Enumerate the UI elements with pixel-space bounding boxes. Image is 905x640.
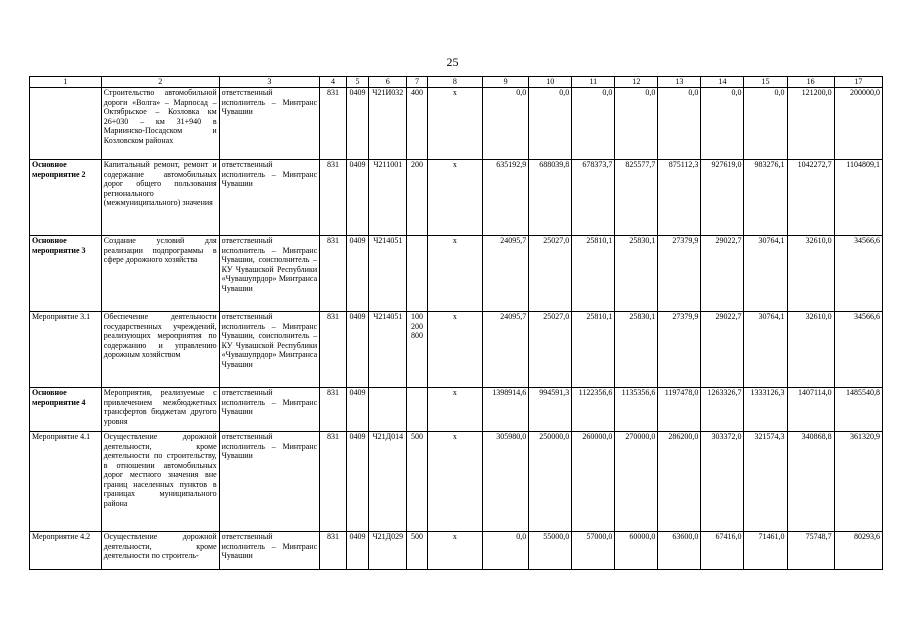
row-executor: ответственный исполнитель – Минтранс Чувашии <box>219 532 319 570</box>
cell-target-code: Ч21Д029 <box>369 532 407 570</box>
column-header: 9 <box>483 77 529 88</box>
cell-grbs: 831 <box>320 236 347 312</box>
cell-expense-type <box>407 236 428 312</box>
cell-value: 30764,1 <box>744 312 787 388</box>
column-header: 17 <box>834 77 882 88</box>
cell-value: 55000,0 <box>529 532 572 570</box>
row-executor: ответственный исполнитель – Минтранс Чувашии <box>219 160 319 236</box>
column-header: 11 <box>572 77 615 88</box>
cell-section: 0409 <box>346 532 369 570</box>
cell-value: 340868,8 <box>787 432 834 532</box>
column-header: 14 <box>701 77 744 88</box>
cell-source: x <box>427 236 482 312</box>
cell-value: 270000,0 <box>615 432 658 532</box>
cell-value: 80293,6 <box>834 532 882 570</box>
row-executor: ответственный исполнитель – Минтранс Чувашии, соисполнитель – КУ Чувашской Республики «Чувашупрдор» Минтранса Чувашии <box>219 312 319 388</box>
cell-value: 927619,0 <box>701 160 744 236</box>
cell-value: 1407114,0 <box>787 388 834 432</box>
cell-value: 303372,0 <box>701 432 744 532</box>
cell-value: 0,0 <box>615 88 658 160</box>
table-row <box>30 388 883 432</box>
cell-source: x <box>427 388 482 432</box>
cell-value: 688039,8 <box>529 160 572 236</box>
cell-value: 0,0 <box>701 88 744 160</box>
cell-section: 0409 <box>346 312 369 388</box>
cell-value: 27379,9 <box>658 236 701 312</box>
cell-value: 25810,1 <box>572 312 615 388</box>
row-description: Осуществление дорожной деятельности, кроме деятельности по строитель- <box>101 532 219 570</box>
cell-value: 25027,0 <box>529 236 572 312</box>
cell-section: 0409 <box>346 160 369 236</box>
cell-value: 0,0 <box>483 88 529 160</box>
column-header: 6 <box>369 77 407 88</box>
cell-target-code <box>369 388 407 432</box>
cell-source: x <box>427 312 482 388</box>
cell-value: 678373,7 <box>572 160 615 236</box>
cell-value: 1485540,8 <box>834 388 882 432</box>
row-description: Создание условий для реализации подпрограммы в сфере дорожного хозяйства <box>101 236 219 312</box>
row-name: Основное мероприятие 3 <box>30 236 102 312</box>
cell-grbs: 831 <box>320 160 347 236</box>
row-name <box>30 88 102 160</box>
cell-value: 71461,0 <box>744 532 787 570</box>
cell-value: 635192,9 <box>483 160 529 236</box>
cell-value: 25027,0 <box>529 312 572 388</box>
cell-grbs: 831 <box>320 312 347 388</box>
cell-grbs: 831 <box>320 532 347 570</box>
cell-value: 994591,3 <box>529 388 572 432</box>
cell-value: 29022,7 <box>701 312 744 388</box>
cell-value: 34566,6 <box>834 312 882 388</box>
cell-source: x <box>427 532 482 570</box>
cell-value: 27379,9 <box>658 312 701 388</box>
cell-value: 25830,1 <box>615 312 658 388</box>
row-name: Мероприятие 3.1 <box>30 312 102 388</box>
column-header: 16 <box>787 77 834 88</box>
row-name: Мероприятие 4.1 <box>30 432 102 532</box>
column-header: 1 <box>30 77 102 88</box>
cell-value: 0,0 <box>744 88 787 160</box>
row-description: Мероприятия, реализуемые с привлечением межбюджетных трансфертов бюджетам другого уровня <box>101 388 219 432</box>
table-row <box>30 236 883 312</box>
cell-value: 286200,0 <box>658 432 701 532</box>
cell-value: 25810,1 <box>572 236 615 312</box>
cell-expense-type <box>407 388 428 432</box>
cell-value: 24095,7 <box>483 236 529 312</box>
cell-grbs: 831 <box>320 388 347 432</box>
cell-section: 0409 <box>346 388 369 432</box>
cell-value: 57000,0 <box>572 532 615 570</box>
cell-target-code: Ч214051 <box>369 236 407 312</box>
page-number: 25 <box>446 55 459 69</box>
cell-value: 30764,1 <box>744 236 787 312</box>
row-name: Основное мероприятие 2 <box>30 160 102 236</box>
table-row <box>30 160 883 236</box>
cell-target-code: Ч211001 <box>369 160 407 236</box>
header-row <box>30 77 883 88</box>
cell-source: x <box>427 160 482 236</box>
row-executor: ответственный исполнитель – Минтранс Чувашии <box>219 432 319 532</box>
cell-expense-type: 200 <box>407 160 428 236</box>
cell-grbs: 831 <box>320 432 347 532</box>
row-name: Мероприятие 4.2 <box>30 532 102 570</box>
column-header: 8 <box>427 77 482 88</box>
column-header: 12 <box>615 77 658 88</box>
table-row <box>30 312 883 388</box>
budget-table <box>29 76 883 570</box>
cell-expense-type: 500 <box>407 432 428 532</box>
table-row <box>30 432 883 532</box>
row-description: Осуществление дорожной деятельности, кроме деятельности по строительству, в отношении автомобильных дорог местного значения вне границ населенных пунктов в границах муниципального района <box>101 432 219 532</box>
cell-value: 321574,3 <box>744 432 787 532</box>
cell-expense-type: 400 <box>407 88 428 160</box>
table-row <box>30 532 883 570</box>
cell-source: x <box>427 432 482 532</box>
cell-value: 1122356,6 <box>572 388 615 432</box>
column-header: 2 <box>101 77 219 88</box>
cell-section: 0409 <box>346 88 369 160</box>
cell-value: 1135356,6 <box>615 388 658 432</box>
row-executor: ответственный исполнитель – Минтранс Чувашии <box>219 88 319 160</box>
cell-expense-type: 500 <box>407 532 428 570</box>
cell-value: 200000,0 <box>834 88 882 160</box>
cell-value: 67416,0 <box>701 532 744 570</box>
cell-value: 250000,0 <box>529 432 572 532</box>
cell-value: 1042272,7 <box>787 160 834 236</box>
cell-value: 0,0 <box>483 532 529 570</box>
row-name: Основное мероприятие 4 <box>30 388 102 432</box>
cell-value: 32610,0 <box>787 236 834 312</box>
cell-value: 60000,0 <box>615 532 658 570</box>
row-description: Обеспечение деятельности государственных учреждений, реализующих мероприятия по содержанию и управлению дорожным хозяйством <box>101 312 219 388</box>
cell-value: 1263326,7 <box>701 388 744 432</box>
cell-expense-type: 100 200 800 <box>407 312 428 388</box>
table-row <box>30 88 883 160</box>
cell-value: 1197478,0 <box>658 388 701 432</box>
cell-value: 1104809,1 <box>834 160 882 236</box>
cell-grbs: 831 <box>320 88 347 160</box>
cell-value: 29022,7 <box>701 236 744 312</box>
cell-value: 825577,7 <box>615 160 658 236</box>
cell-value: 361320,9 <box>834 432 882 532</box>
cell-value: 63600,0 <box>658 532 701 570</box>
column-header: 15 <box>744 77 787 88</box>
cell-value: 1398914,6 <box>483 388 529 432</box>
row-description: Капитальный ремонт, ремонт и содержание автомобильных дорог общего пользования регионального (межмуниципального) значения <box>101 160 219 236</box>
cell-value: 0,0 <box>658 88 701 160</box>
column-header: 3 <box>219 77 319 88</box>
row-executor: ответственный исполнитель – Минтранс Чувашии, соисполнитель – КУ Чувашской Республики «Чувашупрдор» Минтранса Чувашии <box>219 236 319 312</box>
cell-value: 0,0 <box>572 88 615 160</box>
cell-value: 305980,0 <box>483 432 529 532</box>
cell-value: 260000,0 <box>572 432 615 532</box>
row-description: Строительство автомобильной дороги «Волга» – Марпосад – Октябрьское – Козловка км 26+030 – км 31+940 в Мариинско-Посадском и Козловском районах <box>101 88 219 160</box>
cell-value: 32610,0 <box>787 312 834 388</box>
cell-source: x <box>427 88 482 160</box>
cell-value: 75748,7 <box>787 532 834 570</box>
column-header: 4 <box>320 77 347 88</box>
cell-value: 1333126,3 <box>744 388 787 432</box>
cell-section: 0409 <box>346 432 369 532</box>
cell-value: 983276,1 <box>744 160 787 236</box>
column-header: 10 <box>529 77 572 88</box>
column-header: 13 <box>658 77 701 88</box>
column-header: 7 <box>407 77 428 88</box>
row-executor: ответственный исполнитель – Минтранс Чувашии <box>219 388 319 432</box>
column-header: 5 <box>346 77 369 88</box>
cell-target-code: Ч214051 <box>369 312 407 388</box>
cell-section: 0409 <box>346 236 369 312</box>
cell-target-code: Ч21И032 <box>369 88 407 160</box>
cell-value: 0,0 <box>529 88 572 160</box>
cell-value: 875112,3 <box>658 160 701 236</box>
cell-value: 34566,6 <box>834 236 882 312</box>
cell-value: 25830,1 <box>615 236 658 312</box>
cell-value: 24095,7 <box>483 312 529 388</box>
cell-target-code: Ч21Д014 <box>369 432 407 532</box>
cell-value: 121200,0 <box>787 88 834 160</box>
